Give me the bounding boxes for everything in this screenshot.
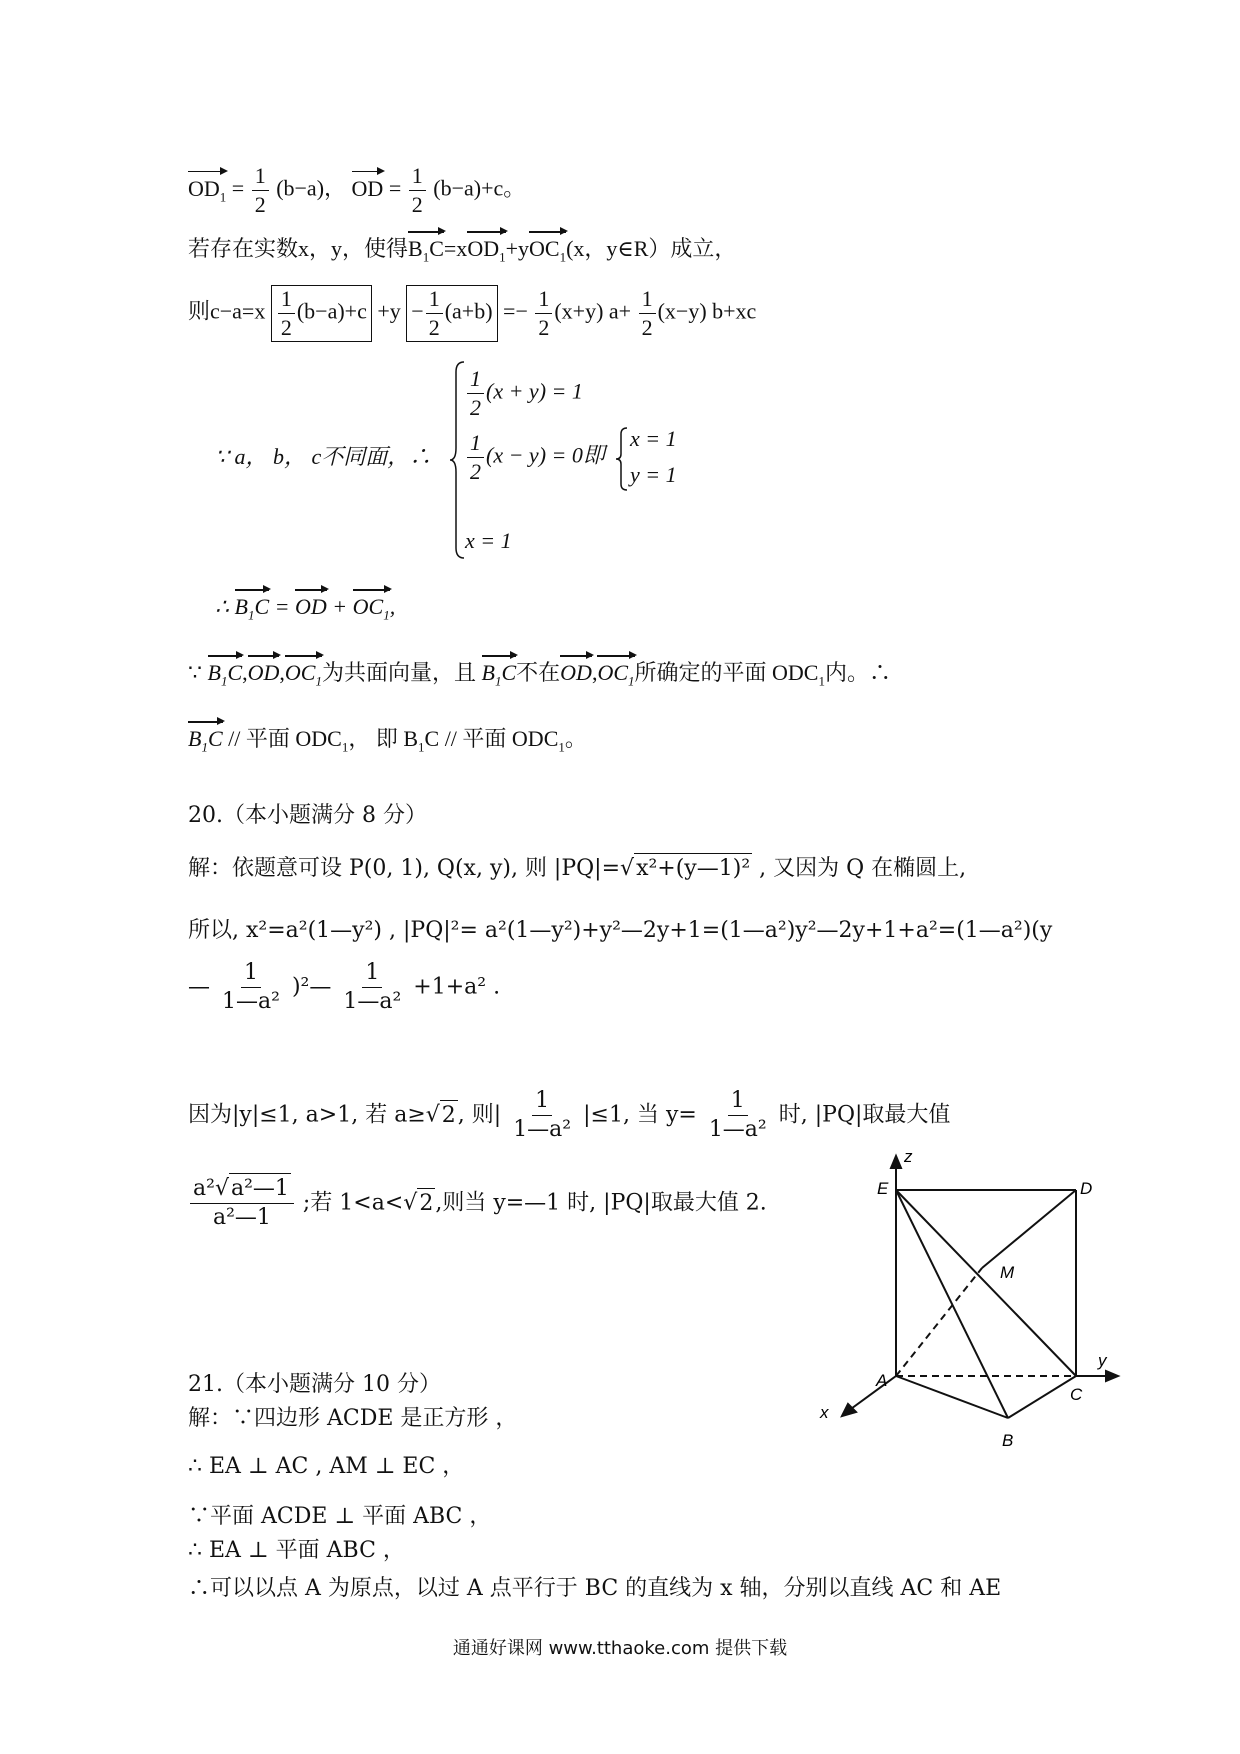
solution-y: y = 1 xyxy=(630,462,677,487)
system-row-2: $\frac{1}{2}$ (x − y) = 0即 xyxy=(465,432,605,483)
text-real-numbers-xy: 若存在实数x，y，使得$B_1C=xOD_1+yOC_1(x$，y∈R）成立， xyxy=(188,236,737,265)
bracket-1: $\frac{1}{2}$ (b−a)+c xyxy=(271,285,372,342)
text-coplanar-vectors: ∵ $B_1C,OD,OC_1$为共面向量，且 $B_1C$不在$OD,OC_1$所确定的平面 $ODC_1$内。∴ xyxy=(188,660,891,689)
am-dashed xyxy=(896,1268,982,1376)
vector-b1c: $B_1C$ xyxy=(408,236,444,265)
q21-title: 21.（本小题满分 10 分） xyxy=(188,1372,441,1397)
bracket-2: − $\frac{1}{2}$ (a+b) xyxy=(406,285,497,342)
label-c: C xyxy=(1070,1385,1083,1404)
z-arrow xyxy=(891,1156,901,1168)
edge-md xyxy=(982,1190,1076,1268)
page-footer: 通通好课网 www.tthaoke.com 提供下载 xyxy=(452,1638,788,1659)
text-parallel-plane: $B_1C$ // 平面 $ODC_1$， 即 $B_1C$ // 平面 $ODC_1$。 xyxy=(188,726,587,755)
formula-od1-od: $OD_1$ = $\frac{1}{2}$ (b−a)， OD = $\frac{1}{2}$ (b−a)+c。 xyxy=(188,163,526,217)
q21-line-3: ∵平面 ACDE ⊥ 平面 ABC ， xyxy=(188,1504,492,1529)
q21-line-4: ∴ EA ⊥ 平面 ABC ， xyxy=(188,1538,405,1563)
q21-line-2: ∴ EA ⊥ AC , AM ⊥ EC ， xyxy=(188,1454,465,1479)
vector-od1: $OD_1$ xyxy=(188,175,227,204)
label-a: A xyxy=(876,1371,888,1390)
vector-od1-b: $OD_1$ xyxy=(467,236,506,265)
system-row-1: $\frac{1}{2}$ (x + y) = 1 xyxy=(465,368,583,419)
formula-b1c-sum: ∴ $B_1C$ = OD + $OC_1$, xyxy=(215,594,396,623)
label-m: M xyxy=(1000,1263,1015,1282)
label-e: E xyxy=(877,1179,889,1198)
sqrt-sign: √ xyxy=(620,856,635,881)
label-z: z xyxy=(904,1147,913,1166)
system-row-3: x = 1 xyxy=(465,528,512,553)
edge-eb xyxy=(896,1190,1008,1418)
edge-ec xyxy=(896,1190,1076,1376)
q20-line-4: 因为|y|≤1, a>1, 若 a≥√2, 则| $\frac{1}{\text{1—a²}}$ |≤1, 当 y= $\frac{1}{\text{1—a²}}$ 时, |PQ|取最大值 xyxy=(188,1088,951,1142)
y-arrow xyxy=(1106,1371,1118,1381)
q20-line-2: 所以, x²=a²(1—y²) , |PQ|²= a²(1—y²)+y²—2y+1=(1—a²)y²—2y+1+a²=(1—a²)(y xyxy=(188,918,1053,943)
label-y: y xyxy=(1098,1351,1107,1370)
label-b: B xyxy=(1002,1431,1014,1450)
label-d: D xyxy=(1080,1179,1093,1198)
q20-line-5: $\frac{\text{a²√a²—1}}{\text{a²—1}}$ ;若 1<a<√2,则当 y=—1 时, |PQ|取最大值 2. xyxy=(188,1178,767,1229)
formula-expansion: 则c−a=x $\frac{1}{2}$ (b−a)+c +y − $\frac{1}{2}$ (a+b) =− $\frac{1}{2}$ (x+y) a+ $\frac{1}{2}$ (x−y) b+xc xyxy=(188,286,757,340)
system-lead: ∵ a， b， c不同面，∴ xyxy=(215,444,432,469)
q20-line-3: — $\frac{1}{\text{1—a²}}$ )²— $\frac{1}{\text{1—a²}}$ +1+a² . xyxy=(188,960,501,1014)
label-x: x xyxy=(820,1403,829,1422)
q21-line-5: ∴可以以点 A 为原点，以过 A 点平行于 BC 的直线为 x 轴，分别以直线 AC 和 AE xyxy=(188,1576,1002,1601)
q20-line-1: 解：依题意可设 P(0, 1), Q(x, y), 则 |PQ|=√x²+(y—1)² , 又因为 Q 在椭圆上, xyxy=(188,858,966,880)
vector-od: OD xyxy=(351,175,384,201)
solution-x: x = 1 xyxy=(630,426,677,451)
vector-oc1: $OC_1$ xyxy=(529,236,567,265)
q20-title: 20.（本小题满分 8 分） xyxy=(188,803,427,828)
fraction-half-2: $\frac{1}{2}$ xyxy=(409,165,426,216)
q21-line-1: 解：∵四边形 ACDE 是正方形 ， xyxy=(188,1406,518,1431)
edge-bc xyxy=(1008,1376,1076,1418)
fraction-half: $\frac{1}{2}$ xyxy=(252,165,269,216)
